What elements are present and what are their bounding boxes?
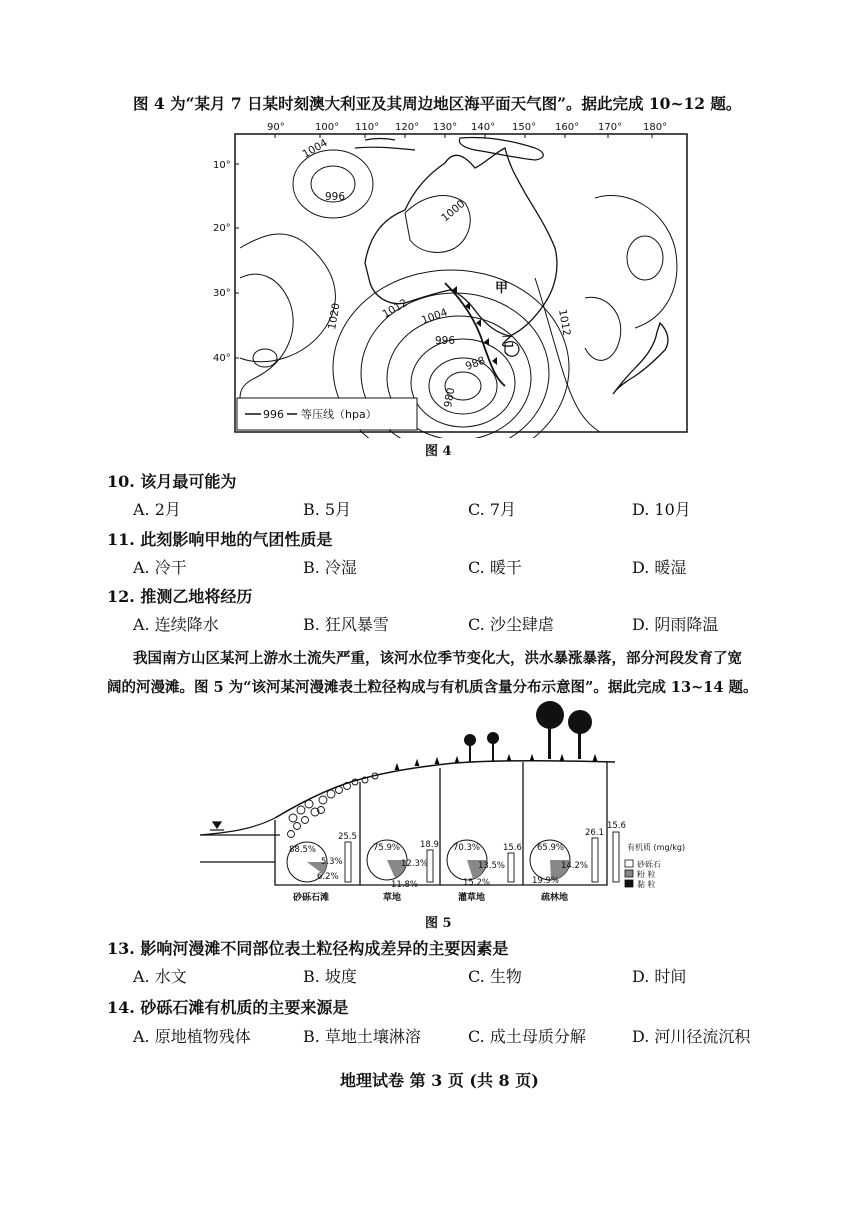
lon-label: 150°	[512, 122, 537, 133]
zone-name: 草地	[383, 893, 402, 903]
fig4-caption: 图 4	[425, 444, 452, 459]
q13-option-b: B. 坡度	[303, 967, 357, 986]
legend-value: 15.6	[607, 821, 626, 831]
isobar-label: 988	[463, 354, 487, 373]
organic-value: 18.9	[420, 840, 439, 850]
isobar-label: 1004	[300, 136, 330, 161]
pie-gravel-value: 65.9%	[537, 843, 565, 853]
q11-stem: 11. 此刻影响甲地的气团性质是	[107, 530, 333, 549]
legend-value: 996	[263, 408, 284, 421]
pie-sparse-forest	[530, 840, 588, 886]
lon-label: 140°	[471, 122, 496, 133]
organic-value: 15.6	[503, 843, 522, 853]
lon-label: 170°	[598, 122, 623, 133]
q10-stem: 10. 该月最可能为	[107, 472, 237, 491]
lon-label: 130°	[433, 122, 458, 133]
organic-value: 25.5	[338, 832, 357, 842]
pie-shrub-grassland	[447, 840, 505, 888]
isobar-label: 1004	[419, 306, 450, 327]
isobar-label: 1012	[380, 296, 410, 321]
new-zealand	[613, 323, 668, 394]
lat-label: 10°	[213, 160, 231, 171]
q14-option-c: C. 成土母质分解	[468, 1027, 586, 1046]
legend-sand: 粉 粒	[637, 870, 656, 879]
pie-gravel-value: 88.5%	[289, 845, 317, 855]
legend-organic: 有机质 (mg/kg)	[627, 843, 686, 852]
organic-value: 26.1	[585, 828, 604, 838]
pie-grassland	[367, 840, 428, 890]
indonesia-islands	[355, 139, 415, 151]
isobar-label: 1000	[439, 197, 468, 225]
q12-option-c: C. 沙尘肆虐	[468, 615, 554, 634]
q12-option-a: A. 连续降水	[133, 615, 219, 634]
pie-sand-value: 14.2%	[561, 861, 589, 871]
q10-option-b: B. 5月	[303, 500, 352, 519]
pie-clay-value: 11.8%	[391, 880, 419, 890]
floodplain-figure	[195, 700, 715, 910]
fig5-caption: 图 5	[425, 916, 452, 931]
lon-label: 120°	[395, 122, 420, 133]
pie-gravel-value: 75.9%	[373, 843, 401, 853]
fig5-legend	[607, 821, 685, 889]
q10-option-a: A. 2月	[133, 500, 181, 519]
lon-label: 110°	[355, 122, 380, 133]
q12-option-d: D. 阴雨降温	[632, 615, 719, 634]
isobar-label: 1012	[556, 308, 573, 337]
pie-clay-value: 19.9%	[532, 876, 560, 886]
q13-option-a: A. 水文	[133, 967, 187, 986]
pie-sand-value: 5.3%	[321, 857, 343, 867]
q10-option-c: C. 7月	[468, 500, 517, 519]
weather-map-figure	[205, 118, 695, 438]
lon-label: 90°	[267, 122, 285, 133]
legend-clay: 黏 粒	[637, 880, 656, 889]
pie-clay-value: 6.2%	[317, 872, 339, 882]
q11-option-d: D. 暖湿	[632, 558, 687, 577]
pie-sand-value: 13.5%	[478, 861, 506, 871]
lat-label: 40°	[213, 353, 231, 364]
intro-fig5-line1: 我国南方山区某河上游水土流失严重，该河水位季节变化大，洪水暴涨暴落，部分河段发育了宽	[133, 650, 742, 667]
pie-gravel-value: 70.3%	[453, 843, 481, 853]
q13-option-c: C. 生物	[468, 967, 522, 986]
intro-fig5-line2: 阔的河漫滩。图 5 为“该河某河漫滩表土粒径构成与有机质含量分布示意图”。据此完成 13~14 题。	[107, 679, 758, 696]
new-guinea	[459, 137, 543, 160]
isobar-label: 996	[325, 191, 346, 203]
q14-option-a: A. 原地植物残体	[133, 1027, 251, 1046]
q13-option-d: D. 时间	[632, 967, 687, 986]
zone-name: 灌草地	[458, 893, 486, 903]
isobar-label: 996	[435, 335, 456, 347]
q14-stem: 14. 砂砾石滩有机质的主要来源是	[107, 998, 349, 1017]
place-jia: 甲	[495, 281, 509, 296]
q14-option-d: D. 河川径流沉积	[632, 1027, 751, 1046]
q13-stem: 13. 影响河漫滩不同部位表土粒径构成差异的主要因素是	[107, 939, 509, 958]
zone-name: 砂砾石滩	[293, 893, 330, 903]
pie-gravel-beach	[287, 842, 343, 882]
lon-label: 100°	[315, 122, 340, 133]
q14-option-b: B. 草地土壤淋溶	[303, 1027, 421, 1046]
lat-label: 20°	[213, 223, 231, 234]
isobar-label: 980	[442, 386, 458, 409]
q11-option-a: A. 冷干	[133, 558, 187, 577]
place-yi: 乙	[501, 335, 515, 350]
lon-label: 180°	[643, 122, 668, 133]
pie-sand-value: 12.3%	[401, 859, 429, 869]
q12-stem: 12. 推测乙地将经历	[107, 587, 253, 606]
legend-text: 等压线（hpa）	[301, 408, 377, 421]
q12-option-b: B. 狂风暴雪	[303, 615, 389, 634]
page-footer: 地理试卷 第 3 页 (共 8 页)	[340, 1071, 539, 1090]
zone-name: 疏林地	[541, 893, 569, 903]
legend-gravel: 砂砾石	[637, 860, 661, 869]
isobar-label: 1020	[326, 302, 343, 331]
q10-option-d: D. 10月	[632, 500, 691, 519]
intro-fig4: 图 4 为“某月 7 日某时刻澳大利亚及其周边地区海平面天气图”。据此完成 10~12 题。	[133, 94, 742, 113]
q11-option-b: B. 冷湿	[303, 558, 357, 577]
lon-label: 160°	[555, 122, 580, 133]
pie-clay-value: 15.2%	[463, 878, 491, 888]
q11-option-c: C. 暖干	[468, 558, 522, 577]
lat-label: 30°	[213, 288, 231, 299]
